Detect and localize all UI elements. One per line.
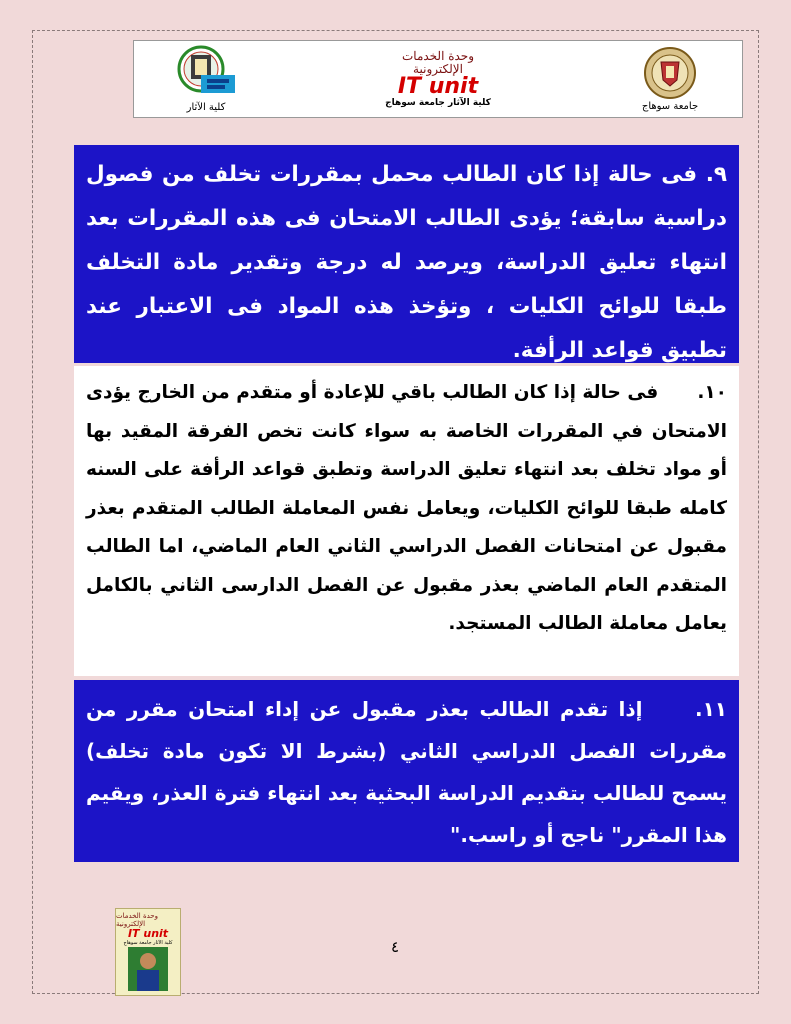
footer-logo-brand: IT unit (127, 927, 169, 940)
it-unit-line1: وحدة الخدمات (401, 48, 475, 63)
it-unit-logo (368, 43, 508, 115)
item-10-body: فى حالة إذا كان الطالب باقي للإعادة أو متقدم من الخارج يؤدى الامتحان في المقررات الخاصة به سواء كانت تخص الفرقة المقيد بها أو مواد تخلف بعد انتهاء تعليق الدراسة وتطبق قواعد الرأفة على السنه كامله طبقا للوائح الكليات، ويعامل نفس المعاملة الطالب المتقدم بعذر مقبول عن امتحانات الفصل الدراسي الثاني العام الماضي، اما الطالب المتقدم العام الماضي بعذر مقبول عن الفصل الدارسى الثاني بالكامل يعامل معاملة الطالب المستجد. (86, 382, 727, 634)
university-logo (620, 43, 720, 115)
footer-logo-sub: كلية الآثار جامعة سوهاج (123, 940, 173, 946)
item-11-number: ١١. (694, 697, 727, 721)
university-emblem-icon (641, 46, 699, 100)
item-10-block (74, 366, 739, 676)
footer-logo-line1: وحدة الخدمات الإلكترونية (116, 912, 159, 928)
item-10-number: ١٠. (697, 382, 727, 403)
faculty-logo (156, 43, 256, 115)
university-logo-caption: جامعة سوهاج (641, 101, 699, 112)
it-unit-brand: IT unit (397, 73, 479, 99)
page-number: ٤ (390, 938, 400, 956)
item-9-text (86, 153, 727, 373)
it-unit-line2: الإلكترونية (413, 61, 463, 76)
item-10-text (86, 374, 727, 644)
header-logos (133, 40, 743, 118)
item-9-block (74, 145, 739, 363)
faculty-emblem-icon (171, 45, 241, 101)
it-unit-sub: كلية الآثار جامعة سوهاج (385, 97, 491, 108)
faculty-logo-caption: كلية الآثار (186, 102, 226, 113)
item-11-block (74, 680, 739, 862)
item-11-text (86, 688, 727, 856)
footer-photo-icon (128, 947, 168, 991)
item-9-body: فى حالة إذا كان الطالب محمل بمقررات تخلف من فصول دراسية سابقة؛ يؤدى الطالب الامتحان فى هذه المقررات بعد انتهاء تعليق الدراسة، ويرصد له درجة وتقدير مادة التخلف طبقا للوائح الكليات ، وتؤخذ هذه المواد فى الاعتبار عند تطبيق قواعد الرأفة. (86, 162, 727, 363)
footer-it-unit-logo (115, 908, 181, 996)
item-9-number: ٩. (705, 162, 727, 187)
item-11-body: إذا تقدم الطالب بعذر مقبول عن إداء امتحان مقرر من مقررات الفصل الدراسي الثاني (بشرط الا تكون مادة تخلف) يسمح للطالب بتقديم الدراسة البحثية بعد انتهاء فترة العذر، ويقيم هذا المقرر" ناجح أو راسب." (86, 697, 727, 847)
